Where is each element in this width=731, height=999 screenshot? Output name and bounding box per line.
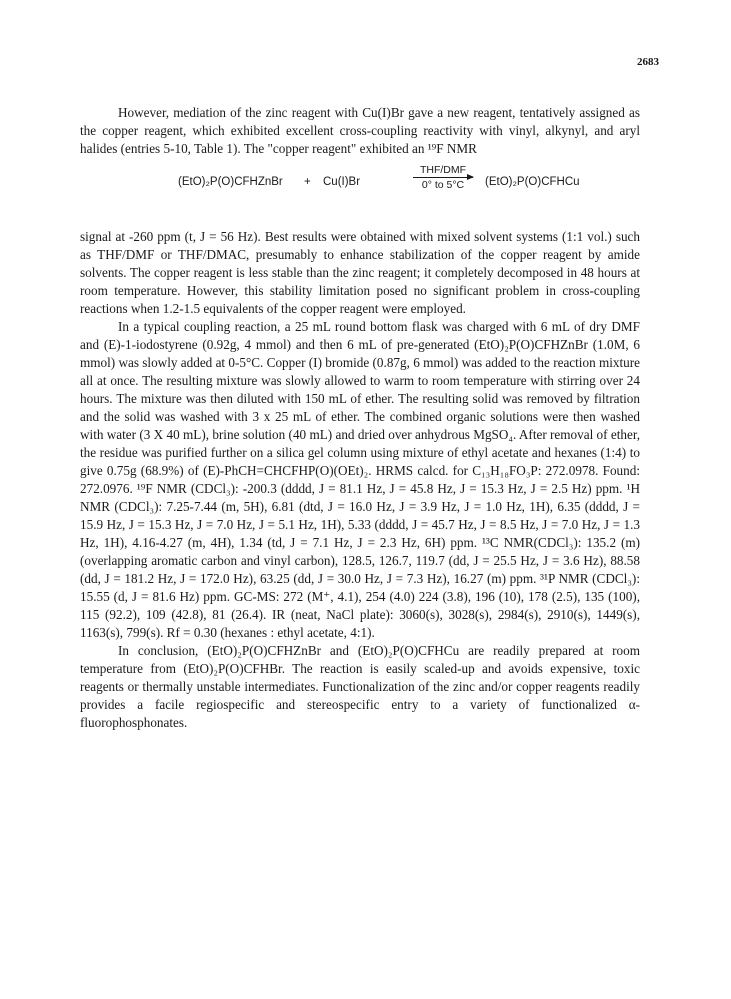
scheme-plus: +	[304, 176, 311, 188]
page-number: 2683	[637, 56, 659, 68]
scheme-reactant: (EtO)₂P(O)CFHZnBr	[178, 176, 283, 188]
reaction-arrow	[413, 164, 473, 191]
paragraph-typical-coupling: In a typical coupling reaction, a 25 mL round bottom flask was charged with 6 mL of dry DMF and (E)-1-iodostyrene (0.92g, 4 mmol) and then 6 mL of pre-generated (EtO)₂P(O)CFHZnBr (1.0M, 6 mmol) was slowly added at 0-5°C. Copper (I) bromide (0.87g, 6 mmol) was added to the reaction mixture all at once. The resulting mixture was slowly allowed to warm to room temperature with stirring over 24 hours. The mixture was then diluted with 150 mL of ether. The resulting solid was removed by filtration and the solid was washed with 3 x 25 mL of ether. The combined organic solutions were then washed with water (3 X 40 mL), brine solution (40 mL) and dried over anhydrous MgSO₄. After removal of ether, the residue was purified further on a silica gel column using mixture of ethyl acetate and hexanes (1:4) to give 0.75g (68.9%) of (E)-PhCH=CHCFHP(O)(OEt)₂. HRMS calcd. for C₁₃H₁₈FO₃P: 272.0978. Found: 272.0976. ¹⁹F NMR (CDCl₃): -200.3 (dddd, J = 81.1 Hz, J = 45.8 Hz, J = 15.3 Hz, J = 2.5 Hz) ppm. ¹H NMR (CDCl₃): 7.25-7.44 (m, 5H), 6.81 (dtd, J = 16.0 Hz, J = 3.9 Hz, J = 1.0 Hz, 1H), 6.35 (dddd, J = 15.9 Hz, J = 15.3 Hz, J = 7.0 Hz, J = 5.1 Hz, 1H), 5.33 (dddd, J = 45.7 Hz, J = 8.5 Hz, J = 7.0 Hz, J = 1.3 Hz, 1H), 4.16-4.27 (m, 4H), 1.34 (td, J = 7.1 Hz, J = 2.3 Hz, 6H) ppm. ¹³C NMR(CDCl₃): 135.2 (m) (overlapping aromatic carbon and vinyl carbon), 128.5, 126.7, 119.7 (dd, J = 25.5 Hz, J = 3.6 Hz), 88.58 (dd, J = 181.2 Hz, J = 172.0 Hz), 63.25 (dd, J = 30.0 Hz, J = 7.3 Hz), 16.27 (m) ppm. ³¹P NMR (CDCl₃): 15.55 (d, J = 81.6 Hz) ppm. GC-MS: 272 (M⁺, 4.1), 254 (4.0) 224 (3.8), 196 (10), 178 (2.5), 135 (100), 115 (92.2), 109 (42.8), 81 (26.4). IR (neat, NaCl plate): 3060(s), 3028(s), 2984(s), 2910(s), 1449(s), 1163(s), 799(s). Rf = 0.30 (hexanes : ethyl acetate, 4:1).	[80, 319, 640, 640]
scheme-product: (EtO)₂P(O)CFHCu	[485, 176, 580, 188]
paragraph-group-main	[80, 228, 640, 732]
arrow-conditions-solvent: THF/DMF	[419, 164, 467, 176]
arrow-icon	[413, 177, 473, 178]
paragraph-intro	[80, 104, 640, 158]
paragraph-copper-reagent: However, mediation of the zinc reagent with Cu(I)Br gave a new reagent, tentatively assigned as the copper reagent, which exhibited excellent cross-coupling reactivity with vinyl, alkynyl, and aryl halides (entries 5-10, Table 1). The "copper reagent" exhibited an ¹⁹F NMR	[80, 105, 640, 156]
paragraph-copper-stability: signal at -260 ppm (t, J = 56 Hz). Best results were obtained with mixed solvent systems (1:1 vol.) such as THF/DMF or THF/DMAC, presumably to enhance stabilization of the copper reagent by amide solvents. The copper reagent is less stable than the zinc reagent; it completely decomposed in 48 hours at room temperature. However, this stability limitation posed no significant problem in cross-coupling reactions when 1.2-1.5 equivalents of the copper reagent were employed.	[80, 229, 640, 316]
paragraph-conclusion: In conclusion, (EtO)₂P(O)CFHZnBr and (EtO)₂P(O)CFHCu are readily prepared at room temperature from (EtO)₂P(O)CFHBr. The reaction is easily scaled-up and avoids expensive, toxic reagents or thermally unstable intermediates. Functionalization of the zinc and/or copper reagents readily provides a facile regiospecific and stereospecific entry to a variety of functionalized α-fluorophosphonates.	[80, 643, 640, 730]
scheme-reagent: Cu(I)Br	[323, 176, 361, 188]
reaction-scheme	[0, 164, 731, 204]
arrow-conditions-temperature: 0° to 5°C	[421, 179, 465, 191]
